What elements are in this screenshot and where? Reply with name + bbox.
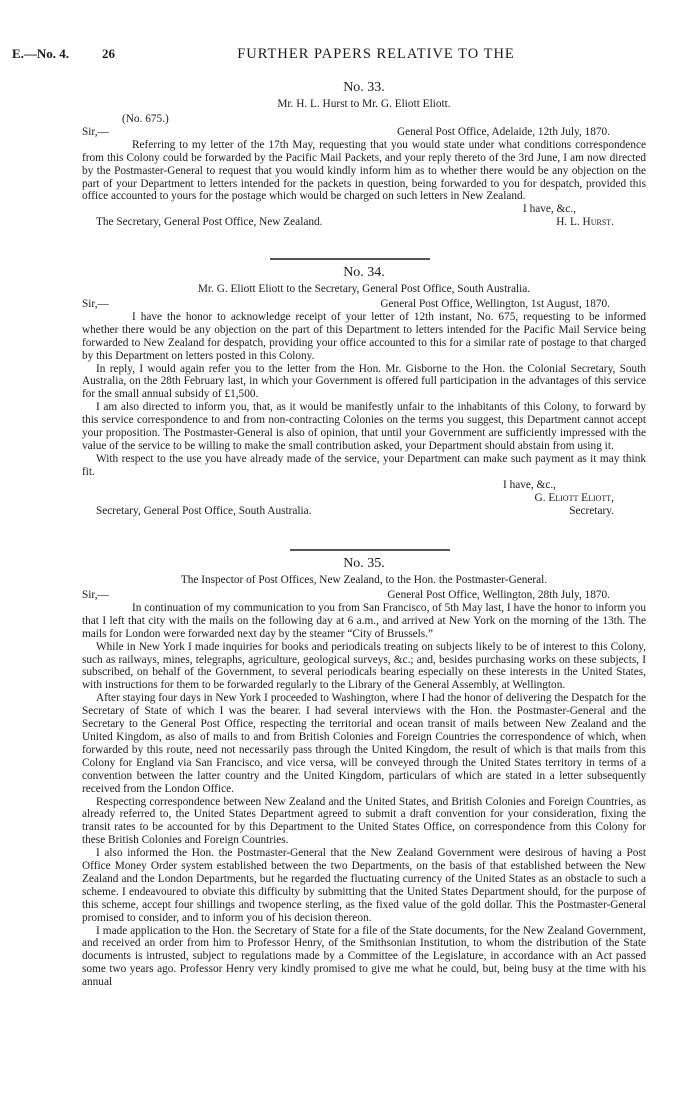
paragraph: With respect to the use you have already made of the service, your Department can make such payment as it may think fit.: [82, 452, 646, 478]
paragraph: While in New York I made inquiries for books and periodicals treating on subjects likely to be of interest to this Colony, such as railways, mines, telegraphs, agriculture, geological surveys, &c.; and, besides purchasing works on these subjects, I subscribed, on behalf of the Government, to several periodicals bearing especially on these interests in the United States, with instructions for them to be forwarded regularly to the Library of the General Assembly, at Wellington.: [82, 640, 646, 692]
signature: H. L. Hurst.: [556, 216, 614, 229]
paragraph: I am also directed to inform you, that, as it would be manifestly unfair to the inhabitants of this Colony, to forward by this service correspondence to and from non-contracting Colonies on the terms you suggest, this Department cannot accept your proposition. The Postmaster-General is also of opinion, that until your Government are sufficiently impressed with the value of the service to be willing to make the small contribution asked, your Department should abstain from using it.: [82, 401, 646, 452]
letter-no-34: [82, 265, 646, 518]
document-number: No. 34.: [343, 265, 385, 280]
paragraph: Referring to my letter of the 17th May, requesting that you would state under what conditions correspondence from this Colony could be forwarded by the Pacific Mail Packets, and your reply thereto of the 3rd June, I am now directed by the Postmaster-General to request that you would kindly inform him as to whether there would be any objection on the part of your Department to letters intended for the packets in question, being forwarded to you for despatch, provided this office accounted to yours for the postage which would be charged on such letters in New Zealand.: [82, 138, 646, 203]
sender-address: General Post Office, Wellington, 1st August, 1870.: [380, 297, 610, 310]
paragraph: After staying four days in New York I proceeded to Washington, where I had the honor of delivering the Despatch for the Secretary of State of which I was the bearer. I had several interviews with the Hon. the Postmaster-General and the Secretary to the General Post Office, respecting the territorial and ocean transit of mails between New Zealand and the United Kingdom, as also of mails to and from British Colonies and Foreign Countries the correspondence of which, when forwarded by this route, need not necessarily pass through the United Kingdom, the result of which is that mails from this Colony for England via San Francisco, and vice versa, will be conveyed through the United States territory in terms of a convention between the latter country and the United Kingdom, particulars of which are stated in a letter subsequently received from the London Office.: [82, 692, 646, 795]
salutation-line: [82, 589, 646, 602]
salutation-line: [82, 126, 646, 139]
recipient: The Secretary, General Post Office, New Zealand.: [96, 216, 323, 229]
paragraph: In continuation of my communication to you from San Francisco, of 5th May last, I have the honor to inform you that I left that city with the mails on the following day at 6 a.m., and arrived at New York on the morning of the 13th. The mails for London were forwarded next day by the steamer “City of Brussels.”: [82, 601, 646, 640]
document-number: No. 35.: [343, 556, 385, 571]
letter-no-33: [82, 80, 646, 229]
paragraph: In reply, I would again refer you to the letter from the Hon. Mr. Gisborne to the Hon. the Colonial Secretary, South Australia, on the 28th February last, in which your Government is offered full participation in the advantages of this service for the small annual subsidy of £1,500.: [82, 362, 646, 401]
letter-heading: The Inspector of Post Offices, New Zealand, to the Hon. the Postmaster-General.: [180, 574, 548, 586]
closing: I have, &c.,: [522, 203, 576, 216]
closing: I have, &c.,: [502, 478, 556, 491]
letter-heading: Mr. H. L. Hurst to Mr. G. Eliott Eliott.: [277, 98, 451, 110]
paragraph: I have the honor to acknowledge receipt of your letter of 12th instant, No. 675, requesting to be informed whether there would be any objection on the part of this Department to letters intended for the Pacific Mail Service being forwarded to New Zealand for despatch, providing your office accounted to this for a similar rate of postage to that charged by this Department on letters posted in this Colony.: [82, 310, 646, 362]
recipient: Secretary, General Post Office, South Australia.: [96, 504, 312, 517]
running-title: FURTHER PAPERS RELATIVE TO THE: [237, 46, 515, 62]
salutation: Sir,—: [82, 588, 109, 601]
letter-reference: (No. 675.): [122, 112, 169, 125]
salutation: Sir,—: [82, 125, 109, 138]
closing-line: [82, 479, 646, 492]
signature-line: [82, 216, 646, 229]
closing-line: [82, 203, 646, 216]
recipient-line: [82, 505, 646, 518]
section-divider: [290, 549, 450, 551]
page-number: 26: [102, 46, 115, 61]
paragraph: I also informed the Hon. the Postmaster-General that the New Zealand Government were desirous of having a Post Office Money Order system established between the two Departments, on the basis of that established between the New Zealand and the London Departments, but he regarded the fluctuating currency of the United States as an obstacle to such a scheme. I endeavoured to obviate this difficulty by submitting that the United States Department should, for the purpose of this scheme, accept four shillings and twopence sterling, as the fixed value of the gold dollar. This the Postmaster-General promised to consider, and to inform you of his decision thereon.: [82, 847, 646, 924]
document-number: No. 33.: [343, 80, 385, 95]
page-reference: E.—No. 4.: [12, 46, 70, 61]
signature-line: [82, 492, 646, 505]
salutation-line: [82, 298, 646, 311]
paragraph: Respecting correspondence between New Zealand and the United States, and British Colonies and Foreign Countries, as already referred to, the United States Department agreed to submit a draft convention for your consideration, fixing the transit rates to be accounted for by this Department to the United States Office, on correspondence from this Colony for these British Colonies and Foreign Countries.: [82, 795, 646, 847]
sender-address: General Post Office, Wellington, 28th July, 1870.: [387, 588, 610, 601]
signature: G. Eliott Eliott,: [534, 491, 614, 504]
salutation: Sir,—: [82, 297, 109, 310]
letter-no-35: [82, 556, 646, 989]
page-header: [12, 48, 680, 68]
paragraph: I made application to the Hon. the Secretary of State for a file of the State documents, for the New Zealand Government, and received an order from him to Professor Henry, of the Smithsonian Institution, to whom the distribution of the State documents is intrusted, subject to regulations made by a Committee of the Legislature, in accordance with an Act passed some two years ago. Professor Henry very kindly promised to give me what he could, but, being busy at the time with his annual: [82, 924, 646, 989]
signatory-title: Secretary.: [569, 504, 614, 517]
section-divider: [270, 258, 430, 260]
sender-address: General Post Office, Adelaide, 12th July, 1870.: [396, 125, 610, 138]
letter-heading: Mr. G. Eliott Eliott to the Secretary, General Post Office, South Australia.: [197, 283, 531, 295]
